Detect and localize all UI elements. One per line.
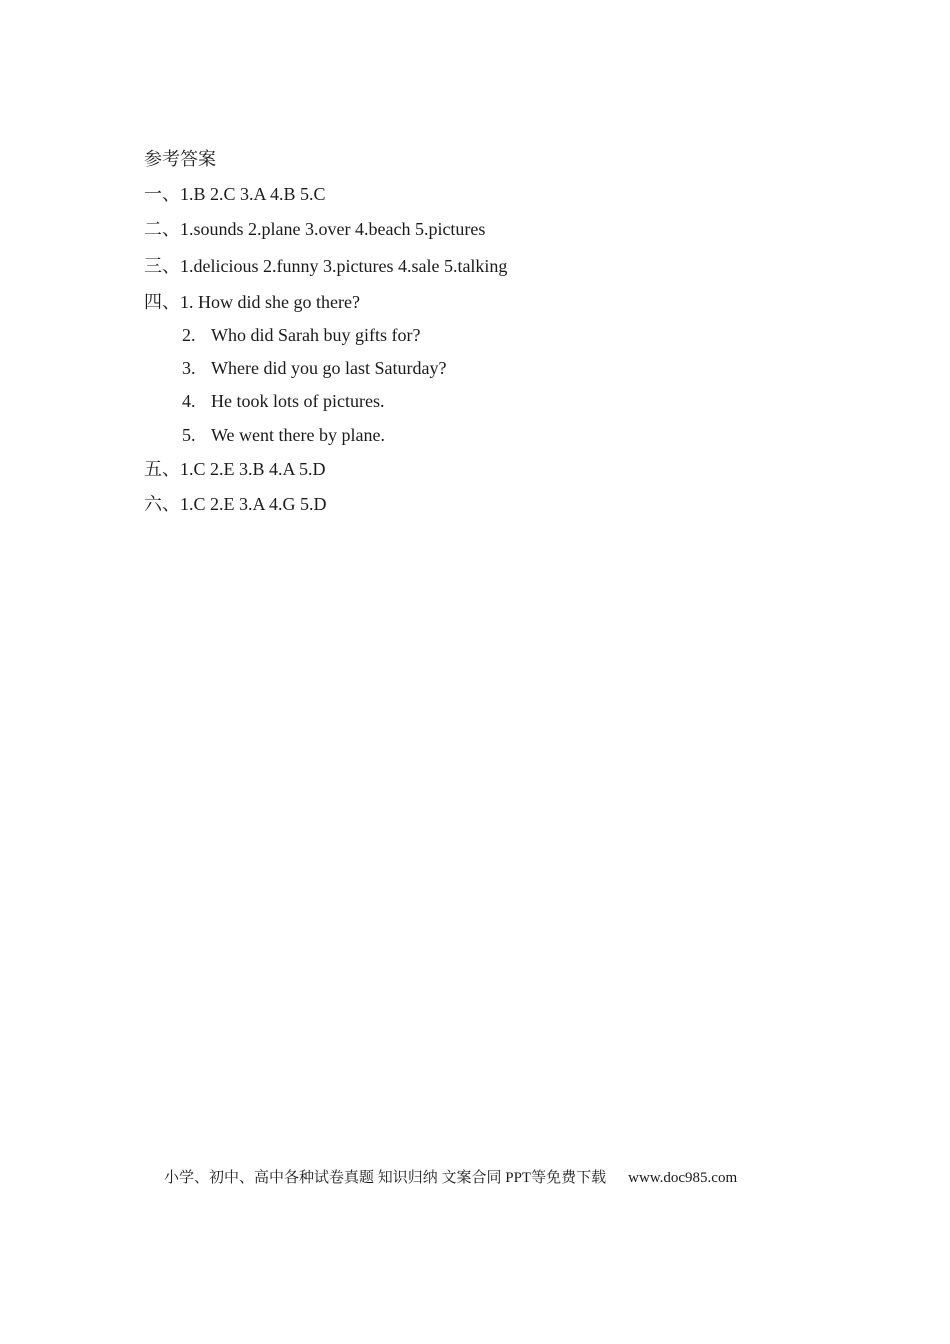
item-number: 2. [182,325,196,345]
footer-url: www.doc985.com [628,1170,738,1186]
section-text: 1.C 2.E 3.A 4.G 5.D [180,494,327,514]
section-text: 1. How did she go there? [180,292,360,312]
section-label: 二、 [144,219,180,239]
section-4-item [182,357,446,379]
answer-key-title: 参考答案 [144,149,216,169]
section-text: 1.C 2.E 3.B 4.A 5.D [180,459,326,479]
section-4-item [182,424,385,446]
section-text: 1.sounds 2.plane 3.over 4.beach 5.pictures [180,219,486,239]
section-label: 四、 [144,292,180,312]
item-number: 4. [182,391,196,411]
item-text: Where did you go last Saturday? [211,358,447,378]
page-footer [164,1168,737,1188]
section-3-answers [144,255,507,277]
section-6-answers [144,493,327,515]
section-2-answers [144,218,485,240]
section-4-answers [144,291,360,313]
section-label: 一、 [144,184,180,204]
section-4-item [182,324,420,346]
section-1-answers [144,183,326,205]
section-label: 三、 [144,256,180,276]
section-4-item [182,390,384,412]
section-text: 1.delicious 2.funny 3.pictures 4.sale 5.talking [180,256,508,276]
section-label: 五、 [144,459,180,479]
section-5-answers [144,458,326,480]
section-label: 六、 [144,494,180,514]
item-text: Who did Sarah buy gifts for? [211,325,421,345]
section-text: 1.B 2.C 3.A 4.B 5.C [180,184,326,204]
item-text: He took lots of pictures. [211,391,385,411]
footer-text: 小学、初中、高中各种试卷真题 知识归纳 文案合同 PPT等免费下载 [164,1170,607,1186]
item-text: We went there by plane. [211,425,385,445]
item-number: 3. [182,358,196,378]
item-number: 5. [182,425,196,445]
